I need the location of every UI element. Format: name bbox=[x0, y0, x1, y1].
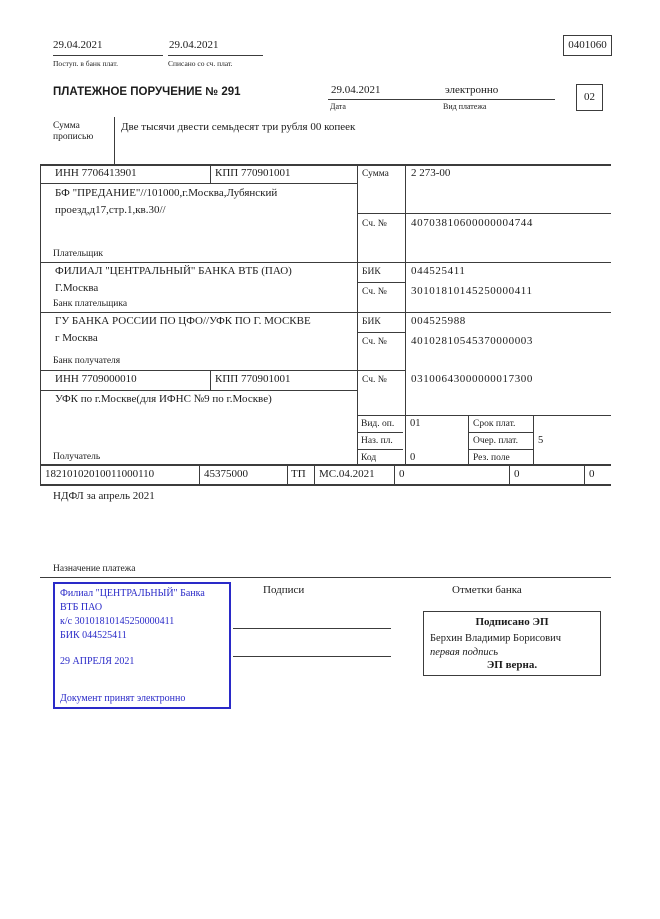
payment-kind-underline bbox=[443, 99, 555, 100]
payer-bank-account-label: Сч. № bbox=[362, 287, 387, 297]
purpose-bottom-line bbox=[40, 577, 611, 578]
bank-stamp bbox=[53, 582, 231, 709]
inn-row-bottom-line bbox=[40, 183, 357, 184]
value-column-left-border bbox=[405, 164, 406, 465]
tax-period-cell: МС.04.2021 bbox=[319, 468, 375, 480]
payee-bank-bik-underline bbox=[357, 332, 405, 333]
payee-bank-bik-label: БИК bbox=[362, 317, 381, 327]
payee-bank-name-line1: ГУ БАНКА РОССИИ ПО ЦФО//УФК ПО Г. МОСКВЕ bbox=[55, 315, 311, 327]
op-kind-value: 01 bbox=[410, 418, 421, 429]
payment-kind-label: Вид платежа bbox=[443, 102, 487, 111]
payer-name-line1: БФ "ПРЕДАНИЕ"//101000,г.Москва,Лубянский bbox=[55, 187, 278, 199]
received-in-bank-date: 29.04.2021 bbox=[53, 39, 103, 51]
payee-section-label: Получатель bbox=[53, 452, 101, 462]
reserve-field-label: Рез. поле bbox=[473, 453, 510, 463]
payee-inn-kpp-divider bbox=[210, 370, 211, 390]
amount-words-value: Две тысячи двести семьдесят три рубля 00 копеек bbox=[121, 121, 356, 133]
op-values-right-border bbox=[468, 415, 469, 465]
status-code-box bbox=[576, 84, 603, 111]
tax-divider-1 bbox=[199, 464, 200, 485]
tax-doc-date-cell: 0 bbox=[514, 468, 520, 480]
debited-date-underline bbox=[168, 55, 263, 56]
sum-value: 2 273-00 bbox=[411, 167, 451, 179]
esign-title: Подписано ЭП bbox=[475, 616, 549, 628]
date-label: Дата bbox=[330, 102, 346, 111]
payer-bank-name-line1: ФИЛИАЛ "ЦЕНТРАЛЬНЫЙ" БАНКА ВТБ (ПАО) bbox=[55, 265, 292, 277]
payer-account-label: Сч. № bbox=[362, 219, 387, 229]
tax-doc-number-cell: 0 bbox=[399, 468, 405, 480]
stamp-line-bik: БИК 044525411 bbox=[60, 630, 127, 641]
pay-term-bottom-line bbox=[468, 432, 533, 433]
amount-words-label: Сумма прописью bbox=[53, 121, 94, 142]
priority-label: Очер. плат. bbox=[473, 436, 518, 446]
purpose-label: Назначение платежа bbox=[53, 564, 136, 574]
debited-label: Списано со сч. плат. bbox=[168, 59, 233, 68]
tax-row-bottom-border bbox=[40, 484, 611, 486]
op-block-top-line bbox=[357, 415, 611, 416]
signature-line-2 bbox=[233, 656, 391, 657]
signature-line-1 bbox=[233, 628, 391, 629]
payer-bank-bik: 044525411 bbox=[411, 265, 466, 277]
payee-bank-name-line2: г Москва bbox=[55, 332, 98, 344]
tax-divider-2 bbox=[287, 464, 288, 485]
payee-bank-account: 40102810545370000003 bbox=[411, 335, 533, 347]
sum-label: Сумма bbox=[362, 169, 389, 179]
op-kind-label: Вид. оп. bbox=[361, 419, 395, 429]
code-label: Код bbox=[361, 453, 377, 463]
payer-bank-name-line2: Г.Москва bbox=[55, 282, 99, 294]
date-underline bbox=[328, 99, 455, 100]
tax-divider-4 bbox=[394, 464, 395, 485]
table-left-border bbox=[40, 164, 41, 485]
payer-name-line2: проезд,д17,стр.1,кв.30// bbox=[55, 204, 166, 216]
stamp-line-corr-account: к/с 30101810145250000411 bbox=[60, 616, 175, 627]
bank-marks-header: Отметки банка bbox=[452, 584, 522, 596]
document-date: 29.04.2021 bbox=[331, 84, 381, 96]
payee-bank-top-line bbox=[40, 312, 611, 313]
payer-account: 40703810600000004744 bbox=[411, 217, 533, 229]
received-in-bank-label: Поступ. в банк плат. bbox=[53, 59, 118, 68]
document-title: ПЛАТЕЖНОЕ ПОРУЧЕНИЕ № 291 bbox=[53, 86, 241, 98]
payee-inn-bottom-line bbox=[40, 390, 357, 391]
label-column-left-border bbox=[357, 164, 358, 465]
op-kind-bottom-line bbox=[357, 432, 403, 433]
payee-name: УФК по г.Москве(для ИФНС №9 по г.Москве) bbox=[55, 393, 272, 405]
payee-bank-section-label: Банк получателя bbox=[53, 356, 121, 366]
payee-kpp: КПП 770901001 bbox=[215, 373, 291, 385]
payee-inn-top-line bbox=[40, 370, 405, 371]
payee-bank-bik: 004525988 bbox=[411, 315, 466, 327]
payer-bank-section-label: Банк плательщика bbox=[53, 299, 128, 309]
table-top-border bbox=[40, 164, 611, 166]
priority-value: 5 bbox=[538, 435, 544, 446]
tax-row-top-border bbox=[40, 464, 611, 466]
payee-account: 03100643000000017300 bbox=[411, 373, 533, 385]
esign-box bbox=[423, 611, 601, 676]
stamp-line-accepted: Документ принят электронно bbox=[60, 693, 186, 704]
payer-kpp: КПП 770901001 bbox=[215, 167, 291, 179]
esign-verdict: ЭП верна. bbox=[486, 659, 538, 671]
term-labels-right-border bbox=[533, 415, 534, 465]
amount-words-divider bbox=[114, 117, 115, 165]
payer-bank-bik-underline bbox=[357, 282, 405, 283]
stamp-line-bank-name-2: ВТБ ПАО bbox=[60, 602, 103, 613]
payer-section-label: Плательщик bbox=[53, 249, 104, 259]
payer-bank-account: 30101810145250000411 bbox=[411, 285, 533, 297]
tax-divider-6 bbox=[584, 464, 585, 485]
debited-date: 29.04.2021 bbox=[169, 39, 219, 51]
payee-account-label: Сч. № bbox=[362, 375, 387, 385]
code-value: 0 bbox=[410, 452, 416, 463]
esign-subtitle: первая подпись bbox=[430, 647, 499, 658]
oktmo-cell: 45375000 bbox=[204, 468, 248, 480]
payee-bank-account-label: Сч. № bbox=[362, 337, 387, 347]
tax-divider-3 bbox=[314, 464, 315, 485]
payment-kind-value: электронно bbox=[445, 84, 499, 96]
payment-basis-cell: ТП bbox=[291, 468, 306, 480]
signatures-header: Подписи bbox=[263, 584, 305, 596]
esign-signer-name: Берхин Владимир Борисович bbox=[430, 633, 561, 644]
stamp-line-date: 29 АПРЕЛЯ 2021 bbox=[60, 656, 135, 667]
kbk-cell: 18210102010011000110 bbox=[45, 468, 155, 480]
payer-inn: ИНН 7706413901 bbox=[55, 167, 137, 179]
payer-bank-top-line bbox=[40, 262, 611, 263]
pay-term-label: Срок плат. bbox=[473, 419, 516, 429]
stamp-line-bank-name-1: Филиал "ЦЕНТРАЛЬНЫЙ" Банка bbox=[60, 588, 205, 599]
priority-bottom-line bbox=[468, 449, 533, 450]
sum-account-divider bbox=[357, 213, 611, 214]
purpose-code-label: Наз. пл. bbox=[361, 436, 393, 446]
form-code-box bbox=[563, 35, 612, 56]
payee-inn: ИНН 7709000010 bbox=[55, 373, 137, 385]
tax-divider-5 bbox=[509, 464, 510, 485]
payer-inn-kpp-divider bbox=[210, 164, 211, 183]
purpose-text: НДФЛ за апрель 2021 bbox=[53, 490, 155, 502]
form-code: 0401060 bbox=[568, 39, 607, 51]
purpose-code-bottom-line bbox=[357, 449, 403, 450]
payment-type-cell: 0 bbox=[589, 468, 595, 480]
status-code: 02 bbox=[584, 91, 595, 103]
payer-bank-bik-label: БИК bbox=[362, 267, 381, 277]
received-date-underline bbox=[53, 55, 163, 56]
